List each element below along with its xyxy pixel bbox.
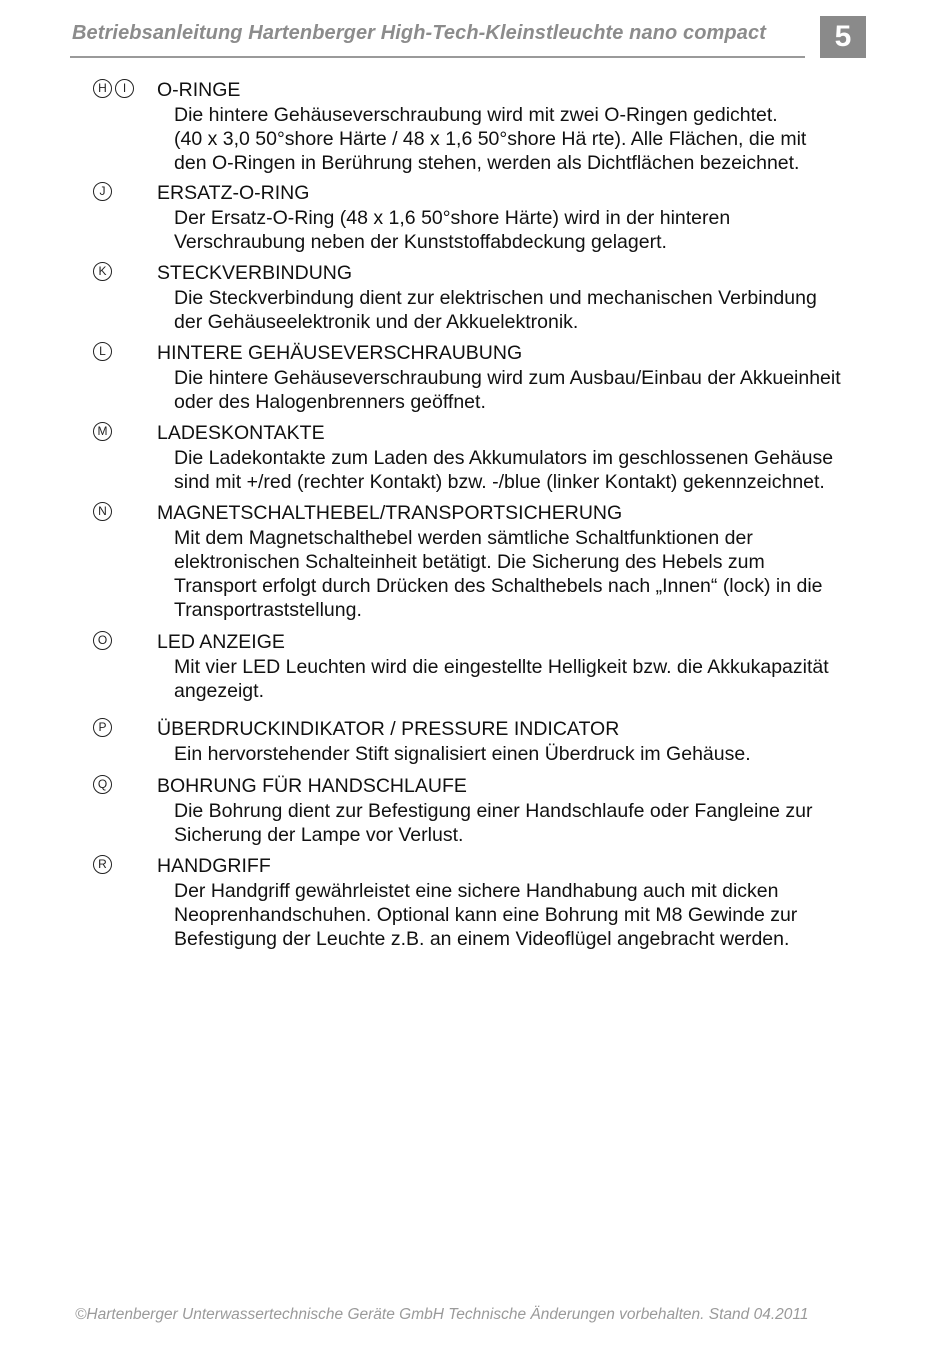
circled-letter-icon: I xyxy=(115,79,134,98)
item-description-line: oder des Halogenbrenners geöffnet. xyxy=(174,391,486,413)
item-marker xyxy=(93,502,112,521)
item-description-line: angezeigt. xyxy=(174,680,264,702)
circled-letter-icon: P xyxy=(93,718,112,737)
item-marker xyxy=(93,855,112,874)
item-description-line: Die Bohrung dient zur Befestigung einer Handschlaufe oder Fangleine zur xyxy=(174,800,813,822)
item-description-line: (40 x 3,0 50°shore Härte / 48 x 1,6 50°shore Hä rte). Alle Flächen, die mit xyxy=(174,128,807,150)
item-description-line: Die hintere Gehäuseverschraubung wird zum Ausbau/Einbau der Akkueinheit xyxy=(174,367,841,389)
item-marker xyxy=(93,631,112,650)
item-marker xyxy=(93,718,112,737)
item-heading: ÜBERDRUCKINDIKATOR / PRESSURE INDICATOR xyxy=(157,718,620,740)
circled-letter-icon: O xyxy=(93,631,112,650)
footer-copyright: ©Hartenberger Unterwassertechnische Geräte GmbH Technische Änderungen vorbehalten. Stand 04.2011 xyxy=(75,1306,809,1323)
item-description-line: den O-Ringen in Berührung stehen, werden als Dichtflächen bezeichnet. xyxy=(174,152,800,174)
item-marker xyxy=(93,342,112,361)
item-description-line: Die Steckverbindung dient zur elektrischen und mechanischen Verbindung xyxy=(174,287,817,309)
item-heading: STECKVERBINDUNG xyxy=(157,262,353,284)
item-marker xyxy=(93,262,112,281)
circled-letter-icon: K xyxy=(93,262,112,281)
item-description-line: Transportraststellung. xyxy=(174,599,362,621)
item-description-line: Mit dem Magnetschalthebel werden sämtliche Schaltfunktionen der xyxy=(174,527,753,549)
item-marker xyxy=(93,79,134,98)
item-heading: BOHRUNG FÜR HANDSCHLAUFE xyxy=(157,775,467,797)
circled-letter-icon: H xyxy=(93,79,112,98)
item-description-line: Transport erfolgt durch Drücken des Schalthebels nach „Innen“ (lock) in die xyxy=(174,575,823,597)
item-description-line: Der Ersatz-O-Ring (48 x 1,6 50°shore Härte) wird in der hinteren xyxy=(174,207,731,229)
item-heading: LADESKONTAKTE xyxy=(157,422,325,444)
circled-letter-icon: L xyxy=(93,342,112,361)
item-heading: ERSATZ-O-RING xyxy=(157,182,310,204)
circled-letter-icon: J xyxy=(93,182,112,201)
circled-letter-icon: N xyxy=(93,502,112,521)
item-heading: HINTERE GEHÄUSEVERSCHRAUBUNG xyxy=(157,342,523,364)
circled-letter-icon: M xyxy=(93,422,112,441)
item-description-line: der Gehäuseelektronik und der Akkuelektronik. xyxy=(174,311,579,333)
item-description-line: elektronischen Schalteinheit betätigt. Die Sicherung des Hebels zum xyxy=(174,551,765,573)
circled-letter-icon: R xyxy=(93,855,112,874)
item-description-line: Ein hervorstehender Stift signalisiert einen Überdruck im Gehäuse. xyxy=(174,743,751,765)
item-description-line: Die Ladekontakte zum Laden des Akkumulators im geschlossenen Gehäuse xyxy=(174,447,834,469)
document-title: Betriebsanleitung Hartenberger High-Tech-Kleinstleuchte nano compact xyxy=(72,22,766,44)
item-description-line: Sicherung der Lampe vor Verlust. xyxy=(174,824,464,846)
item-heading: LED ANZEIGE xyxy=(157,631,285,653)
item-description-line: Mit vier LED Leuchten wird die eingestellte Helligkeit bzw. die Akkukapazität xyxy=(174,656,829,678)
page-header xyxy=(70,20,805,58)
item-description-line: Die hintere Gehäuseverschraubung wird mit zwei O-Ringen gedichtet. xyxy=(174,104,778,126)
item-marker xyxy=(93,422,112,441)
item-description-line: Verschraubung neben der Kunststoffabdeckung gelagert. xyxy=(174,231,667,253)
item-marker xyxy=(93,182,112,201)
item-description-line: Befestigung der Leuchte z.B. an einem Videoflügel angebracht werden. xyxy=(174,928,790,950)
item-description-line: sind mit +/red (rechter Kontakt) bzw. -/blue (linker Kontakt) gekennzeichnet. xyxy=(174,471,825,493)
item-heading: O-RINGE xyxy=(157,79,241,101)
page-number: 5 xyxy=(820,16,866,58)
item-heading: MAGNETSCHALTHEBEL/TRANSPORTSICHERUNG xyxy=(157,502,623,524)
item-marker xyxy=(93,775,112,794)
item-heading: HANDGRIFF xyxy=(157,855,271,877)
item-description-line: Neoprenhandschuhen. Optional kann eine Bohrung mit M8 Gewinde zur xyxy=(174,904,798,926)
circled-letter-icon: Q xyxy=(93,775,112,794)
item-description-line: Der Handgriff gewährleistet eine sichere Handhabung auch mit dicken xyxy=(174,880,779,902)
